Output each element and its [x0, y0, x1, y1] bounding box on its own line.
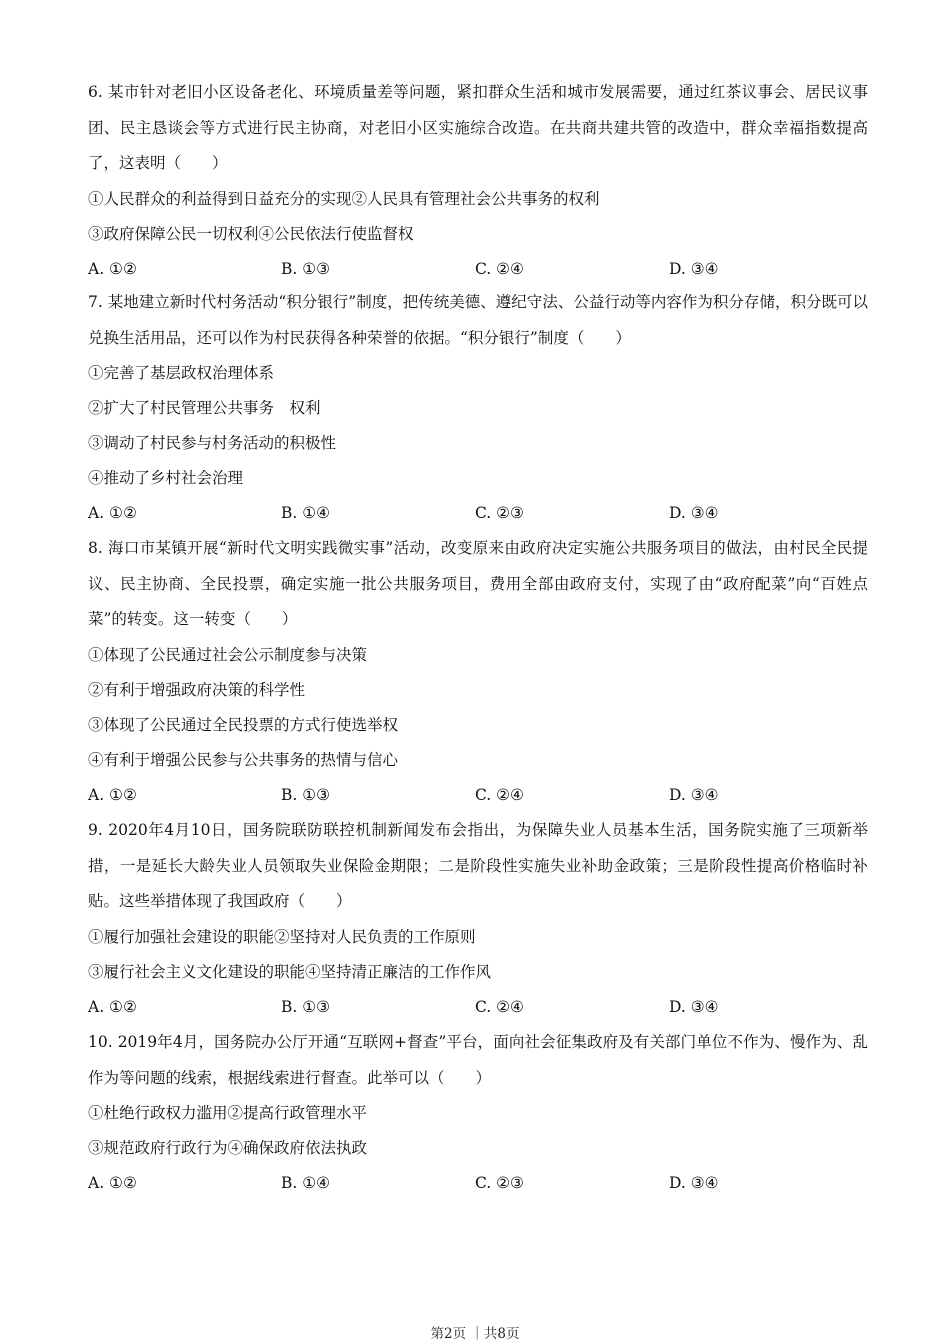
- page-footer: 第2页 ｜共8页: [430, 1326, 520, 1342]
- answer-options: [88, 496, 868, 531]
- question-item: ①体现了公民通过社会公示制度参与决策: [88, 645, 368, 664]
- option-d: D. ③④: [669, 785, 719, 804]
- question-stem: 8. 海口市某镇开展“新时代文明实践微实事”活动，改变原来由政府决定实施公共服务项目的做法，由村民全民提议、民主协商、全民投票，确定实施一批公共服务项目，费用全部由政府支付，实现了由“政府配菜”向“百姓点菜”的转变。这一转变（ ）: [88, 539, 868, 628]
- option-d: D. ③④: [669, 259, 719, 278]
- answer-options: [88, 252, 868, 287]
- option-a: A. ①②: [88, 785, 137, 804]
- question-stem: 10. 2019年4月，国务院办公厅开通“互联网+督查”平台，面向社会征集政府及有关部门单位不作为、慢作为、乱作为等问题的线索，根据线索进行督查。此举可以（ ）: [88, 1033, 868, 1087]
- option-d: D. ③④: [669, 1174, 719, 1192]
- option-a: A. ①②: [88, 259, 137, 278]
- question-7: [88, 285, 868, 531]
- question-item: ②扩大了村民管理公共事务 权利: [88, 399, 321, 417]
- question-stem: 7. 某地建立新时代村务活动“积分银行”制度，把传统美德、遵纪守法、公益行动等内容作为积分存储，积分既可以兑换生活用品，还可以作为村民获得各种荣誉的依据。“积分银行”制度（ ）: [88, 293, 868, 347]
- option-c: C. ②④: [475, 259, 524, 278]
- question-item: ①杜绝行政权力滥用②提高行政管理水平: [88, 1104, 368, 1122]
- question-item: ④推动了乡村社会治理: [88, 469, 244, 487]
- question-item: ③规范政府行政行为④确保政府依法执政: [88, 1139, 368, 1157]
- option-b: B. ①③: [281, 997, 331, 1016]
- answer-options: [88, 1166, 868, 1201]
- question-item: ④有利于增强公民参与公共事务的热情与信心: [88, 750, 399, 769]
- option-c: C. ②③: [475, 1174, 524, 1192]
- option-d: D. ③④: [669, 997, 719, 1016]
- question-item: ③履行社会主义文化建设的职能④坚持清正廉洁的工作作风: [88, 962, 492, 981]
- question-item: ②有利于增强政府决策的科学性: [88, 680, 306, 699]
- option-b: B. ①④: [281, 504, 331, 522]
- question-stem: 9. 2020年4月10日，国务院联防联控机制新闻发布会指出，为保障失业人员基本生活，国务院实施了三项新举措，一是延长大龄失业人员领取失业保险金期限；二是阶段性实施失业补助金政策；三是阶段性提高价格临时补贴。这些举措体现了我国政府（ ）: [88, 821, 868, 910]
- question-item: ③调动了村民参与村务活动的积极性: [88, 434, 337, 452]
- question-10: [88, 1025, 868, 1201]
- question-stem: 6. 某市针对老旧小区设备老化、环境质量差等问题，紧扣群众生活和城市发展需要，通过红茶议事会、居民议事团、民主恳谈会等方式进行民主协商，对老旧小区实施综合改造。在共商共建共管的改造中，群众幸福指数提高了，这表明（ ）: [88, 83, 868, 172]
- option-a: A. ①②: [88, 997, 137, 1016]
- question-9: [88, 813, 868, 1025]
- question-item: ③体现了公民通过全民投票的方式行使选举权: [88, 715, 399, 734]
- option-b: B. ①③: [281, 785, 331, 804]
- question-item: ①人民群众的利益得到日益充分的实现②人民具有管理社会公共事务的权利: [88, 189, 600, 208]
- option-a: A. ①②: [88, 504, 137, 522]
- option-a: A. ①②: [88, 1174, 137, 1192]
- question-8: [88, 531, 868, 813]
- option-c: C. ②③: [475, 504, 524, 522]
- option-b: B. ①④: [281, 1174, 331, 1192]
- question-item: ①完善了基层政权治理体系: [88, 364, 275, 382]
- option-c: C. ②④: [475, 785, 524, 804]
- option-c: C. ②④: [475, 997, 524, 1016]
- question-item: ③政府保障公民一切权利④公民依法行使监督权: [88, 224, 414, 243]
- question-6: [88, 75, 868, 287]
- answer-options: [88, 990, 868, 1025]
- answer-options: [88, 778, 868, 813]
- option-d: D. ③④: [669, 504, 719, 522]
- question-item: ①履行加强社会建设的职能②坚持对人民负责的工作原则: [88, 927, 476, 946]
- option-b: B. ①③: [281, 259, 331, 278]
